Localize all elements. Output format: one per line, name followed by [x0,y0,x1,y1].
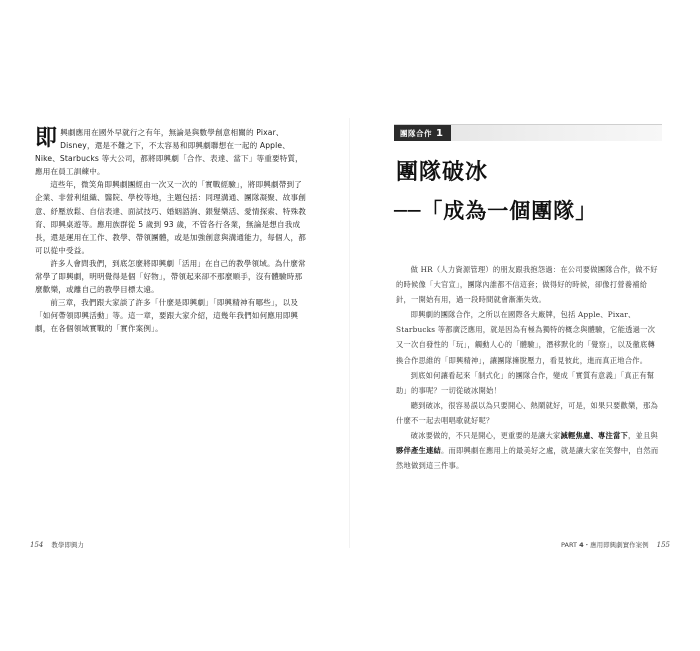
section-label: 團隊合作 [400,128,432,138]
right-folio [561,540,670,549]
page-number-right: 155 [656,541,670,549]
page-gutter [349,118,350,548]
right-paragraph [396,428,662,473]
part-title: ・應用即興劇實作案例 [583,541,649,549]
chapter-title: 團隊破冰 [396,160,489,185]
book-title-running-head: 教學即興力 [51,541,84,549]
left-paragraph: 這些年，微笑角即興劇團經由一次又一次的「實戰經驗」，將即興劇帶到了企業、非營利組織、醫院、學校等地，主題包括：同理溝通、團隊凝聚、故事創意、紓壓放鬆、自信表達、面試技巧、婚姻諮詢、銀髮樂活、愛情探索、特殊教育、即興桌遊等。應用族群從 5 歲到 93 歲，不管各行各業，無論是想自我成長，還是運用在工作、教學、帶領團體，或是加強創意與溝通能力，每個人，都可以從中受益。 [35,180,307,255]
section-tab [394,124,662,141]
right-paragraph [396,398,662,428]
paragraph-text: ，並且與 [628,431,659,441]
right-paragraph [396,368,662,398]
paragraph-text: 。而即興劇在應用上的最美好之處，就是讓大家在笑聲中，自然而然地做到這三件事。 [396,446,659,471]
paragraph-text: 聽到破冰，很容易誤以為只要開心、熱鬧就好，可是，如果只要歡樂，那為什麼不一起去唱唱歌就好呢？ [396,400,658,425]
right-paragraph [396,307,662,367]
paragraph-text: 即興劇的團隊合作，之所以在國際各大廠牌，包括 Apple、Pixar、Starbucks 等都廣泛應用，就是因為有極為獨特的概念與體驗，它能透過一次又一次自發性的「玩」，觸動人心的「體驗」，潛移默化的「覺察」，以及徹底轉換合作思維的「即興精神」，讓團隊擁脫壓力，看見彼此，進而真正地合作。 [396,310,656,365]
page-number-left: 154 [30,541,44,549]
part-running-head [561,541,649,549]
section-label-box [394,125,451,141]
left-paragraph: 興劇應用在國外早就行之有年，無論是與數學創意相關的 Pixar、Disney，還是不難之下，不太容易和即興劇聯想在一起的 Apple、Nike、Starbucks 等大公司，都將即興劇「合作、表達、當下」等重要特質，應用在員工訓練中。 [35,128,303,177]
left-paragraph: 前三章，我們跟大家談了許多「什麼是即興劇」「即興精神有哪些」，以及「如何帶領即興活動」等。這一章，要跟大家介紹，這幾年我們如何應用即興劇，在各個領域實戰的「實作案例」。 [35,298,299,334]
drop-cap: 即 [35,126,58,151]
left-page-body [35,126,307,336]
emphasis-text: 減輕焦慮、專注當下 [560,431,629,441]
chapter-subtitle: ──「成為一個團隊」 [394,199,598,223]
right-paragraph [396,262,662,307]
paragraph-text: 到底如何讓看起來「制式化」的團隊合作，變成「實質有意義」「真正有幫助」的事呢？一切從破冰開始！ [396,370,655,395]
paragraph-text: 做 HR（人力資源管理）的朋友跟我抱怨過：在公司要做團隊合作，做不好的時候像「大官宣」，團隊內誰都不信這套；做得好的時候，卻像打營養補給針，一開始有用，過一段時間就會漸漸失效。 [396,265,658,305]
paragraph-text: 破冰要做的，不只是開心，更重要的是讓大家 [410,431,561,441]
emphasis-text: 夥伴產生連結 [396,446,441,456]
part-prefix: PART [561,541,578,549]
left-paragraph: 許多人會問我們，到底怎麼將即興劇「活用」在自己的教學領域。為什麼常常學了即興劇，明明覺得是個「好物」，帶領起來卻不那麼順手，沒有體驗時那麼歡樂，或離自己的教學目標太遠。 [35,258,306,295]
part-number: 4 [579,541,584,549]
left-folio [30,540,84,549]
right-page-body [396,262,662,473]
section-number: 1 [436,127,443,139]
